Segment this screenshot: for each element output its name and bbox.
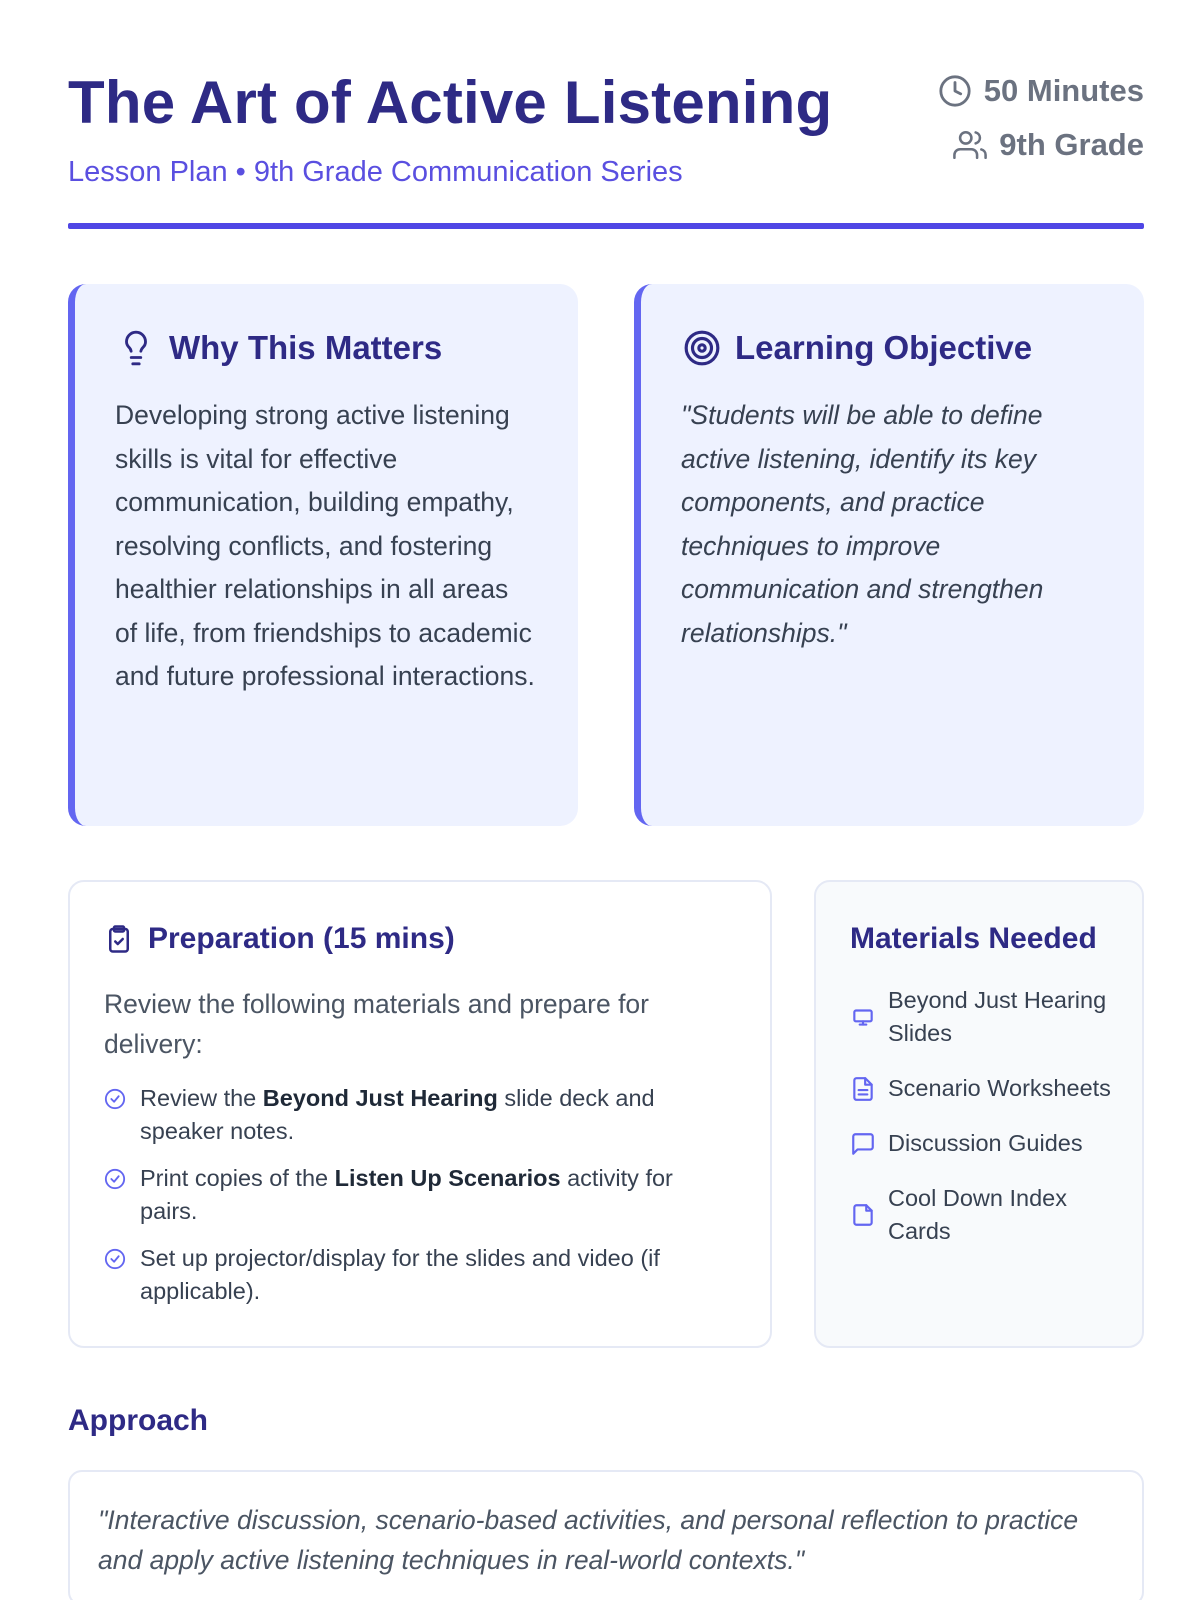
why-card-title: Why This Matters: [169, 329, 443, 366]
checklist-item: [104, 1162, 724, 1228]
approach-box: [68, 1470, 1144, 1600]
material-label: Beyond Just Hearing Slides: [888, 987, 1107, 1046]
checklist-item-text: Set up projector/display for the slides and video (if applicable).: [140, 1245, 660, 1304]
target-icon: [683, 328, 721, 368]
objective-card-header: [683, 328, 1032, 368]
approach-title: Approach: [68, 1404, 209, 1437]
clock-icon: [938, 74, 972, 108]
why-card-body: Developing strong active listening skills is vital for effective communication, building empathy, resolving conflicts, and fostering healthier relationships in all areas of life, from friendships to academic and future professional interactions.: [115, 400, 535, 691]
learning-objective-card: [634, 284, 1144, 826]
duration-meta: [938, 72, 1144, 110]
why-card-header: [117, 328, 442, 368]
document-icon: [850, 1076, 876, 1102]
lesson-plan-page: [68, 0, 1144, 1600]
objective-card-title: Learning Objective: [735, 329, 1033, 366]
header-divider: [68, 223, 1144, 229]
preparation-header: [104, 922, 455, 956]
preparation-intro: Review the following materials and prepare for delivery:: [104, 989, 649, 1059]
page-subtitle: Lesson Plan • 9th Grade Communication Series: [68, 156, 683, 188]
materials-card: [814, 880, 1144, 1348]
chat-bubble-icon: [850, 1131, 876, 1157]
preparation-title: Preparation (15 mins): [148, 922, 455, 955]
card-icon: [850, 1202, 876, 1228]
material-item: [850, 1127, 1120, 1160]
material-label: Discussion Guides: [888, 1130, 1083, 1156]
material-label: Scenario Worksheets: [888, 1075, 1111, 1101]
lightbulb-icon: [117, 328, 155, 368]
monitor-icon: [850, 1004, 876, 1030]
checklist-item: [104, 1242, 724, 1308]
header: [68, 0, 1144, 232]
objective-card-body: "Students will be able to define active listening, identify its key components, and practice techniques to improve communication and strengthen relationships.": [681, 400, 1044, 648]
materials-list: [850, 984, 1120, 1270]
grade-meta: [938, 126, 1144, 164]
preparation-checklist: [104, 1082, 724, 1322]
checklist-item: [104, 1082, 724, 1148]
material-item: [850, 1182, 1120, 1248]
users-icon: [953, 128, 987, 162]
checklist-item-text: Print copies of the Listen Up Scenarios activity for pairs.: [140, 1165, 673, 1224]
materials-title: Materials Needed: [850, 922, 1097, 955]
clipboard-check-icon: [104, 922, 134, 956]
check-circle-icon: [104, 1248, 126, 1270]
approach-text: "Interactive discussion, scenario-based activities, and personal reflection to practice and apply active listening techniques in real-world contexts.": [98, 1505, 1079, 1575]
material-item: [850, 984, 1120, 1050]
page-title: The Art of Active Listening: [68, 69, 833, 136]
check-circle-icon: [104, 1168, 126, 1190]
checklist-item-text: Review the Beyond Just Hearing slide deck and speaker notes.: [140, 1085, 655, 1144]
duration-text: 50 Minutes: [983, 73, 1144, 108]
material-item: [850, 1072, 1120, 1105]
preparation-card: [68, 880, 772, 1348]
check-circle-icon: [104, 1088, 126, 1110]
material-label: Cool Down Index Cards: [888, 1185, 1067, 1244]
why-this-matters-card: [68, 284, 578, 826]
grade-text: 9th Grade: [999, 127, 1144, 162]
lesson-meta: [938, 72, 1144, 180]
